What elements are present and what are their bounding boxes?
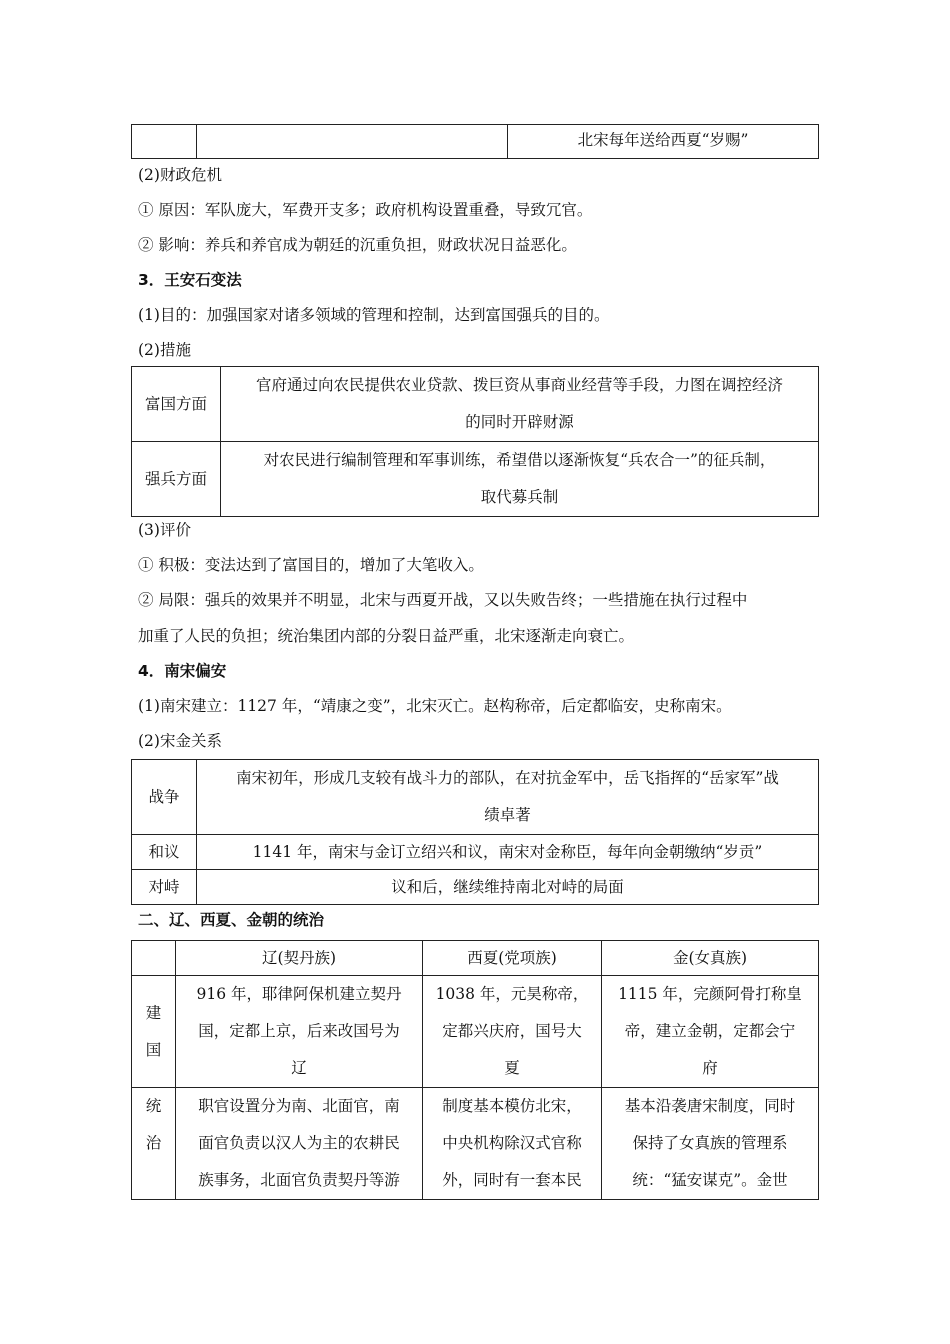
cell-line: 定都兴庆府，国号大: [442, 1022, 582, 1040]
section-3-title: 3．王安石变法: [138, 271, 242, 289]
table-row: [132, 1088, 819, 1200]
relation-line: 南宋初年，形成几支较有战斗力的部队，在对抗金军中，岳飞指挥的“岳家军”战: [236, 769, 779, 787]
reform-goal: (1)目的：加强国家对诸多领域的管理和控制，达到富国强兵的目的。: [138, 306, 610, 324]
top-table: [131, 124, 819, 159]
relation-line: 绩卓著: [484, 806, 531, 824]
crisis-effect: ② 影响：养兵和养官成为朝廷的沉重负担，财政状况日益恶化。: [138, 236, 577, 254]
relation-label: 对峙: [132, 870, 197, 905]
cell-line: 制度基本模仿北宋，: [442, 1097, 582, 1115]
cell-line: 面官负责以汉人为主的农耕民: [198, 1134, 400, 1152]
cell-line: 帝，建立金朝，定都会宁: [624, 1022, 796, 1040]
relation-label: 和议: [132, 835, 197, 870]
table-row: [132, 835, 819, 870]
founding-jin: [602, 976, 819, 1088]
top-table-cell-empty-1: [132, 125, 197, 159]
dynasty-table: [131, 940, 819, 1200]
relation-content: 1141 年，南宋与金订立绍兴和议，南宋对金称臣，每年向金朝缴纳“岁贡”: [197, 835, 819, 870]
header-xixia: 西夏(党项族): [423, 941, 602, 976]
eval-positive: ① 积极：变法达到了富国目的，增加了大笔收入。: [138, 556, 484, 574]
relation-content: 议和后，继续维持南北对峙的局面: [197, 870, 819, 905]
cell-line: 府: [702, 1059, 718, 1077]
section-4-title: 4．南宋偏安: [138, 662, 227, 680]
table-header-row: [132, 941, 819, 976]
cell-line: 保持了女真族的管理系: [632, 1134, 788, 1152]
crisis-cause: ① 原因：军队庞大，军费开支多；政府机构设置重叠，导致冗官。: [138, 201, 593, 219]
relation-label: 战争: [132, 760, 197, 835]
measure-label: 富国方面: [132, 367, 221, 442]
eval-limit-line-1: ② 局限：强兵的效果并不明显，北宋与西夏开战，又以失败告终；一些措施在执行过程中: [138, 591, 748, 609]
founding-label: [132, 976, 176, 1088]
cell-line: 统：“猛安谋克”。金世: [632, 1171, 788, 1189]
header-liao: 辽(契丹族): [176, 941, 423, 976]
cell-line: 夏: [504, 1059, 520, 1077]
measures-table: [131, 366, 819, 517]
rule-xixia: [423, 1088, 602, 1200]
label-char: 统: [145, 1097, 162, 1115]
cell-line: 916 年，耶律阿保机建立契丹: [196, 985, 402, 1003]
measure-content: [221, 367, 819, 442]
rule-liao: [176, 1088, 423, 1200]
cell-line: 外，同时有一套本民: [442, 1171, 582, 1189]
cell-line: 职官设置分为南、北面官，南: [198, 1097, 400, 1115]
table-row: [132, 442, 819, 517]
song-jin-table: [131, 759, 819, 905]
rule-jin: [602, 1088, 819, 1200]
measure-line: 的同时开辟财源: [465, 413, 574, 431]
top-table-cell-sui-ci: 北宋每年送给西夏“岁赐”: [508, 125, 819, 159]
table-row: [132, 870, 819, 905]
song-jin-heading: (2)宋金关系: [138, 732, 222, 750]
southern-song-founding: (1)南宋建立：1127 年，“靖康之变”，北宋灭亡。赵构称帝，后定都临安，史称南宋。: [138, 697, 732, 715]
relation-content: [197, 760, 819, 835]
rule-label: [132, 1088, 176, 1200]
founding-liao: [176, 976, 423, 1088]
reform-measures-heading: (2)措施: [138, 341, 191, 359]
cell-line: 国，定都上京，后来改国号为: [198, 1022, 400, 1040]
founding-xixia: [423, 976, 602, 1088]
label-char: 国: [145, 1040, 162, 1059]
cell-line: 基本沿袭唐宋制度，同时: [624, 1097, 796, 1115]
top-table-cell-empty-2: [197, 125, 508, 159]
part-2-title: 二、辽、西夏、金朝的统治: [138, 911, 325, 929]
measure-label: 强兵方面: [132, 442, 221, 517]
header-empty-cell: [132, 941, 176, 976]
measure-line: 官府通过向农民提供农业贷款、拨巨资从事商业经营等手段，力图在调控经济: [255, 376, 783, 394]
measure-line: 取代募兵制: [480, 488, 559, 506]
cell-line: 1115 年，完颜阿骨打称皇: [618, 985, 802, 1003]
eval-heading: (3)评价: [138, 521, 191, 539]
crisis-heading: (2)财政危机: [138, 166, 222, 184]
label-char: 治: [145, 1134, 162, 1152]
cell-line: 1038 年，元昊称帝，: [435, 985, 589, 1003]
label-char: 建: [145, 1003, 162, 1022]
measure-content: [221, 442, 819, 517]
eval-limit-line-2: 加重了人民的负担；统治集团内部的分裂日益严重，北宋逐渐走向衰亡。: [138, 627, 635, 645]
table-row: [132, 760, 819, 835]
measure-line: 对农民进行编制管理和军事训练，希望借以逐渐恢复“兵农合一”的征兵制，: [263, 451, 776, 469]
cell-line: 族事务，北面官负责契丹等游: [198, 1171, 400, 1189]
cell-line: 辽: [291, 1059, 307, 1077]
header-jin: 金(女真族): [602, 941, 819, 976]
table-row: [132, 976, 819, 1088]
table-row: [132, 367, 819, 442]
cell-line: 中央机构除汉式官称: [442, 1134, 582, 1152]
